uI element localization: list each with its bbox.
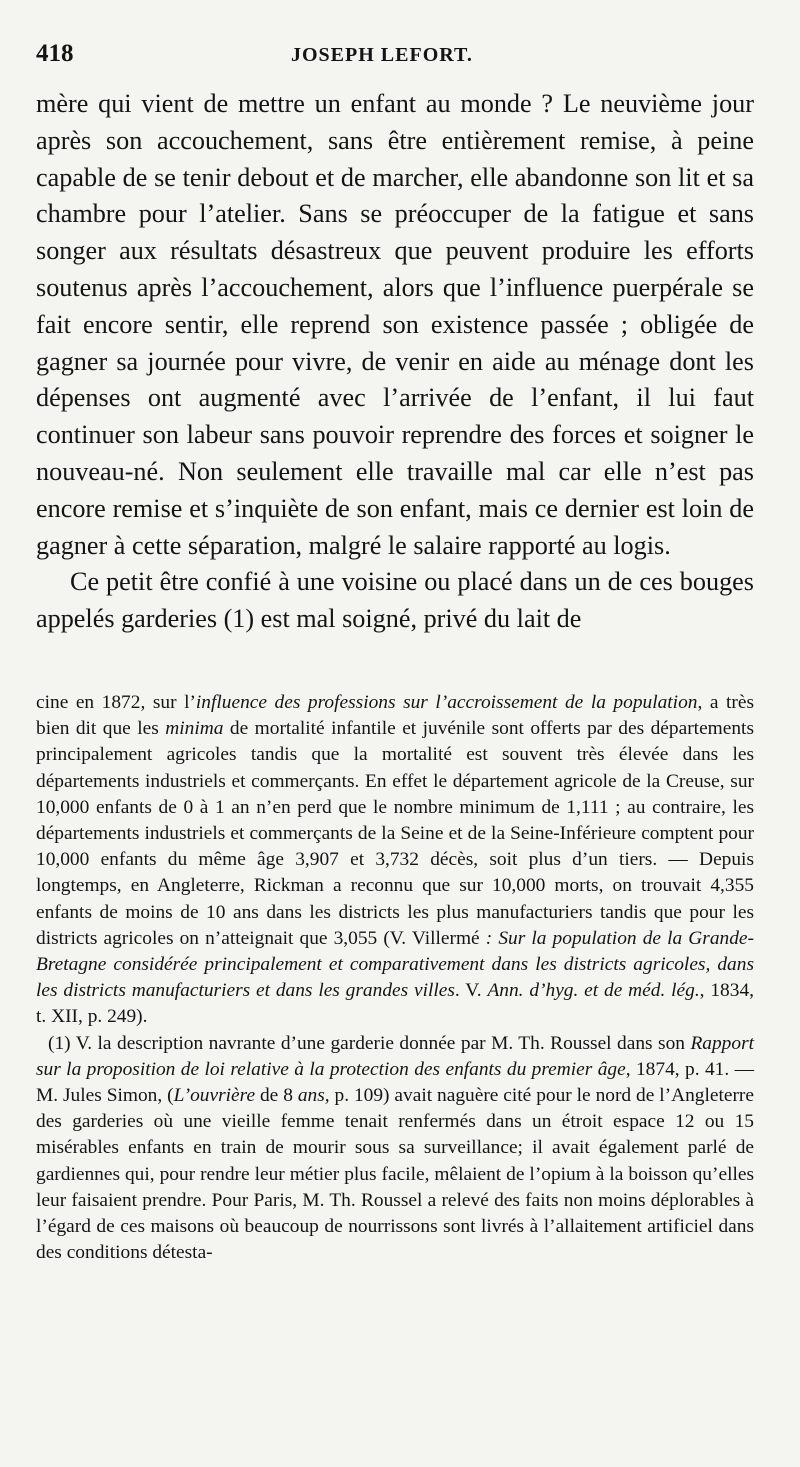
running-head: JOSEPH LEFORT.	[291, 44, 473, 66]
page-number: 418	[36, 40, 74, 67]
paragraph: Ce petit être confié à une voisine ou placé dans un de ces bouges appelés garderies (1) est mal soigné, privé du lait de	[36, 567, 754, 634]
page-header	[36, 40, 754, 86]
footnotes	[36, 690, 754, 1266]
main-text	[36, 86, 754, 638]
footnote-1: (1) V. la description navrante d’une garderie donnée par M. Th. Roussel dans son Rapport sur la proposition de loi relative à la protection des enfants du premier âge, 1874, p. 41. — M. Jules Simon, (L’ouvrière de 8 ans, p. 109) avait naguère cité pour le nord de l’Angleterre des garderies où une vieille femme tenait renfermés dans un étroit espace 12 ou 15 misérables enfants en train de mourir sous sa surveillance; il avait également parlé de gardiennes qui, pour rendre leur métier plus facile, mêlaient de l’opium à la boisson qu’elles leur faisaient prendre. Pour Paris, M. Th. Roussel a relevé des faits non moins déplorables à l’égard de ces maisons où beaucoup de nourrissons sont livrés à l’allaitement artificiel dans des conditions détesta-	[36, 1032, 754, 1264]
paragraph: mère qui vient de mettre un enfant au monde ? Le neuvième jour après son accouchement, sans être entièrement remise, à peine capable de se tenir debout et de marcher, elle abandonne son lit et sa chambre pour l’atelier. Sans se préoccuper de la fatigue et sans songer aux résultats désastreux que peuvent produire les efforts soutenus après l’accouchement, alors que l’influence puerpérale se fait encore sentir, elle reprend son existence passée ; obligée de gagner sa journée pour vivre, de venir en aide au ménage dont les dépenses ont augmenté avec l’arrivée de l’enfant, il lui faut continuer son labeur sans pouvoir reprendre des forces et soigner le nouveau-né. Non seulement elle travaille mal car elle n’est pas encore remise et s’inquiète de son enfant, mais ce dernier est loin de gagner à cette séparation, malgré le salaire rapporté au logis.	[36, 89, 754, 560]
footnote-continued: cine en 1872, sur l’influence des professions sur l’accroissement de la population, a très bien dit que les minima de mortalité infantile et juvénile sont offerts par des départements principalement agricoles tandis que la mortalité est souvent très élevée dans les départements industriels et commerçants. En effet le département agricole de la Creuse, sur 10,000 enfants de 0 à 1 an n’en perd que le nombre minimum de 1,111 ; au contraire, les départements industriels et commerçants de la Seine et de la Seine-Inférieure comptent pour 10,000 enfants du même âge 3,907 et 3,732 décès, soit plus d’un tiers. — Depuis longtemps, en Angleterre, Rickman a reconnu que sur 10,000 morts, on trouvait 4,355 enfants de moins de 10 ans dans les districts les plus manufacturiers tandis que pour les districts agricoles on n’atteignait que 3,055 (V. Villermé : Sur la population de la Grande-Bretagne considérée principalement et comparativement dans les districts agricoles, dans les districts manufacturiers et dans les grandes villes. V. Ann. d’hyg. et de méd. lég., 1834, t. XII, p. 249).	[36, 691, 754, 1028]
